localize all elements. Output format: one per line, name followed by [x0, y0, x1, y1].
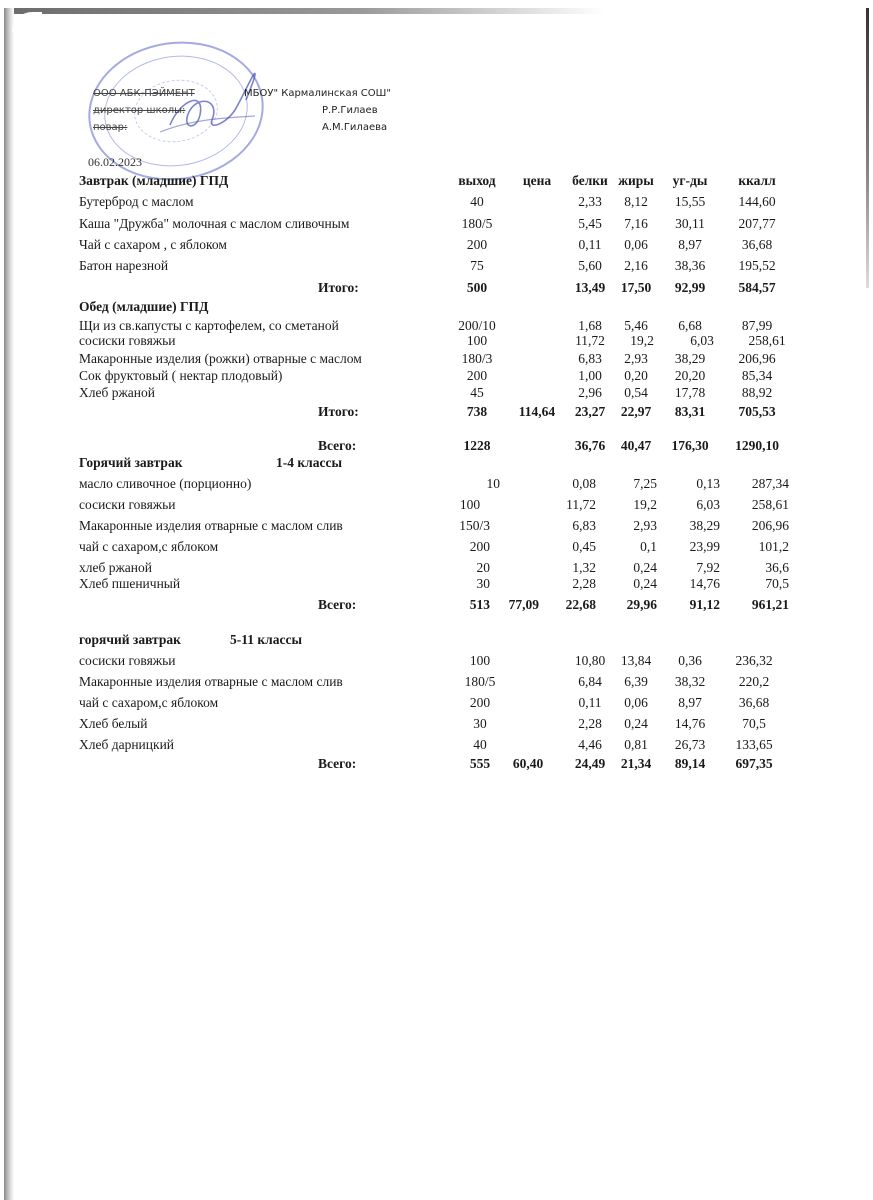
cell-ugdy: 176,30 — [671, 438, 709, 453]
dish-name: сосиски говяжьи — [79, 333, 176, 348]
cell-belki: 0,45 — [572, 539, 596, 554]
cell-vyhod: 75 — [470, 258, 484, 273]
cell-zhiry: 22,97 — [620, 404, 652, 419]
cell-vyhod: 20 — [476, 560, 490, 575]
dish-name: Хлеб белый — [79, 716, 148, 731]
dish-name: Каша "Дружба" молочная с маслом сливочным — [79, 216, 350, 231]
table-row — [0, 694, 873, 712]
cell-belki: 6,83 — [572, 518, 596, 533]
section-header-row — [0, 631, 873, 649]
cell-zhiry: 7,25 — [633, 476, 657, 491]
cell-ugdy: 17,78 — [674, 385, 706, 400]
cell-zhiry: 19,2 — [630, 333, 654, 348]
total-label: Итого: — [318, 280, 359, 295]
cell-ugdy: 15,55 — [674, 194, 706, 209]
table-row — [0, 332, 873, 350]
cell-belki: 6,84 — [578, 674, 602, 689]
cell-zhiry: 8,12 — [624, 194, 648, 209]
cell-ugdy: 38,29 — [689, 518, 720, 533]
table-row — [0, 236, 873, 254]
col-header-ugdy: уг-ды — [672, 173, 708, 188]
cell-belki: 2,96 — [578, 385, 602, 400]
cell-vyhod: 30 — [473, 716, 487, 731]
cell-zhiry: 19,2 — [633, 497, 657, 512]
dish-name: сосиски говяжьи — [79, 497, 176, 512]
section-title: Завтрак (младшие) ГПД — [79, 173, 229, 188]
total-row — [0, 755, 873, 773]
director-name: Р.Р.Гилаев — [322, 105, 378, 116]
section-title: Горячий завтрак — [79, 455, 183, 470]
dish-name: Сок фруктовый ( нектар плодовый) — [79, 368, 283, 383]
table-row — [0, 193, 873, 211]
total-row — [0, 596, 873, 614]
cell-kkal: 70,5 — [765, 576, 789, 591]
cell-zhiry: 13,84 — [620, 653, 652, 668]
cell-vyhod: 738 — [466, 404, 488, 419]
cell-kkal: 195,52 — [738, 258, 776, 273]
director-label: директор школы: — [93, 105, 186, 116]
cell-kkal: 133,65 — [735, 737, 773, 752]
total-row — [0, 279, 873, 297]
col-header-vyhod: выход — [458, 173, 496, 188]
cell-vyhod: 200 — [466, 237, 488, 252]
cell-belki: 11,72 — [566, 497, 596, 512]
table-row — [0, 673, 873, 691]
dish-name: Макаронные изделия отварные с маслом слив — [79, 674, 343, 689]
cell-vyhod: 45 — [470, 385, 484, 400]
section-title: горячий завтрак — [79, 632, 181, 647]
table-row — [0, 517, 873, 535]
table-row — [0, 652, 873, 670]
cell-kkal: 236,32 — [735, 653, 773, 668]
cell-kkal: 87,99 — [741, 318, 773, 333]
cell-zhiry: 0,24 — [633, 576, 657, 591]
cell-vyhod: 40 — [473, 737, 487, 752]
cell-belki: 1,68 — [578, 318, 602, 333]
cell-belki: 5,60 — [578, 258, 602, 273]
table-row — [0, 736, 873, 754]
cell-belki: 5,45 — [578, 216, 602, 231]
org-left: ООО АБК-ПЭЙМЕНТ — [93, 88, 195, 99]
section-header-row — [0, 172, 873, 190]
cell-cena: 114,64 — [518, 404, 556, 419]
cell-kkal: 36,68 — [741, 237, 773, 252]
cell-belki: 4,46 — [578, 737, 602, 752]
table-row — [0, 350, 873, 368]
cell-kkal: 36,6 — [765, 560, 789, 575]
table-row — [0, 575, 873, 593]
total-row — [0, 403, 873, 421]
cell-ugdy: 30,11 — [675, 216, 705, 231]
table-row — [0, 257, 873, 275]
cell-vyhod: 180/3 — [461, 351, 493, 366]
cell-ugdy: 14,76 — [689, 576, 720, 591]
cell-vyhod: 100 — [469, 653, 491, 668]
cell-belki: 23,27 — [574, 404, 606, 419]
cell-ugdy: 38,32 — [674, 674, 706, 689]
cell-kkal: 258,61 — [748, 333, 786, 348]
section-header-row — [0, 298, 873, 316]
dish-name: сосиски говяжьи — [79, 653, 176, 668]
total-label: Итого: — [318, 404, 359, 419]
col-header-kkal: ккалл — [738, 173, 776, 188]
dish-name: Бутерброд с маслом — [79, 194, 194, 209]
cell-zhiry: 6,39 — [624, 674, 648, 689]
table-row — [0, 496, 873, 514]
cell-kkal: 101,2 — [758, 539, 789, 554]
section-header-row — [0, 454, 873, 472]
table-row — [0, 367, 873, 385]
cell-ugdy: 26,73 — [674, 737, 706, 752]
cell-kkal: 220,2 — [738, 674, 770, 689]
cell-kkal: 584,57 — [738, 280, 776, 295]
col-header-zhiry: жиры — [618, 173, 654, 188]
cell-vyhod: 555 — [469, 756, 491, 771]
org-right: МБОУ" Кармалинская СОШ" — [244, 88, 391, 99]
cell-zhiry: 2,93 — [624, 351, 648, 366]
cell-kkal: 144,60 — [738, 194, 776, 209]
cell-kkal: 287,34 — [751, 476, 789, 491]
cell-zhiry: 0,06 — [624, 695, 648, 710]
cell-zhiry: 40,47 — [620, 438, 652, 453]
cell-zhiry: 5,46 — [624, 318, 648, 333]
cell-belki: 0,08 — [572, 476, 596, 491]
cook-name: А.М.Гилаева — [322, 122, 388, 133]
cell-belki: 0,11 — [578, 695, 602, 710]
cell-vyhod: 180/5 — [461, 216, 493, 231]
cell-kkal: 697,35 — [735, 756, 773, 771]
cell-kkal: 207,77 — [738, 216, 776, 231]
cell-vyhod: 10 — [486, 476, 500, 491]
cell-ugdy: 6,03 — [696, 497, 720, 512]
cell-vyhod: 200 — [469, 539, 490, 554]
cell-ugdy: 7,92 — [696, 560, 720, 575]
section-subtitle: 1-4 классы — [276, 455, 342, 470]
table-row — [0, 538, 873, 556]
cell-kkal: 961,21 — [751, 597, 789, 612]
cell-belki: 1,32 — [572, 560, 596, 575]
cell-vyhod: 200/10 — [458, 318, 496, 333]
total-label: Всего: — [318, 756, 357, 771]
dish-name: хлеб ржаной — [79, 560, 152, 575]
cell-vyhod: 1228 — [463, 438, 491, 453]
dish-name: чай с сахаром,с яблоком — [79, 695, 219, 710]
scan-corner — [12, 12, 42, 32]
section-subtitle: 5-11 классы — [230, 632, 303, 647]
cell-zhiry: 0,1 — [640, 539, 657, 554]
cell-kkal: 206,96 — [751, 518, 789, 533]
grand-total-row — [0, 437, 873, 455]
table-row — [0, 215, 873, 233]
cell-kkal: 36,68 — [738, 695, 770, 710]
dish-name: Хлеб пшеничный — [79, 576, 181, 591]
cell-ugdy: 6,68 — [678, 318, 702, 333]
cell-ugdy: 38,36 — [674, 258, 706, 273]
total-label: Всего: — [318, 597, 357, 612]
dish-name: масло сливочное (порционно) — [79, 476, 252, 491]
cell-zhiry: 29,96 — [626, 597, 657, 612]
cell-ugdy: 8,97 — [678, 237, 702, 252]
cell-zhiry: 0,54 — [624, 385, 648, 400]
table-row — [0, 715, 873, 733]
cell-ugdy: 23,99 — [689, 539, 720, 554]
col-header-belki: белки — [572, 173, 608, 188]
cell-belki: 2,28 — [572, 576, 596, 591]
dish-name: Макаронные изделия (рожки) отварные с маслом — [79, 351, 362, 366]
cell-belki: 22,68 — [565, 597, 596, 612]
cell-cena: 77,09 — [508, 597, 539, 612]
cell-ugdy: 92,99 — [674, 280, 706, 295]
cell-belki: 11,72 — [575, 333, 605, 348]
cell-kkal: 88,92 — [741, 385, 773, 400]
section-title: Обед (младшие) ГПД — [79, 299, 209, 314]
cell-zhiry: 17,50 — [620, 280, 652, 295]
cell-zhiry: 0,24 — [633, 560, 657, 575]
cell-zhiry: 2,93 — [633, 518, 657, 533]
col-header-cena: цена — [522, 173, 552, 188]
table-row — [0, 384, 873, 402]
cell-kkal: 258,61 — [751, 497, 789, 512]
cell-zhiry: 0,24 — [624, 716, 648, 731]
cell-zhiry: 2,16 — [624, 258, 648, 273]
cell-vyhod: 40 — [470, 194, 484, 209]
cell-ugdy: 91,12 — [689, 597, 720, 612]
cell-belki: 10,80 — [574, 653, 606, 668]
dish-name: Щи из св.капусты с картофелем, со сметаной — [79, 318, 339, 333]
grand-total-label: Всего: — [318, 438, 357, 453]
cell-belki: 36,76 — [574, 438, 606, 453]
cell-belki: 0,11 — [578, 237, 602, 252]
cell-kkal: 70,5 — [742, 716, 766, 731]
dish-name: Хлеб ржаной — [79, 385, 155, 400]
cell-kkal: 1290,10 — [735, 438, 779, 453]
dish-name: чай с сахаром,с яблоком — [79, 539, 219, 554]
cook-label: повар: — [93, 122, 128, 133]
cell-zhiry: 0,20 — [624, 368, 648, 383]
cell-ugdy: 38,29 — [674, 351, 706, 366]
cell-ugdy: 0,36 — [678, 653, 702, 668]
cell-vyhod: 513 — [469, 597, 490, 612]
table-row — [0, 475, 873, 493]
cell-belki: 6,83 — [578, 351, 602, 366]
cell-vyhod: 200 — [466, 368, 488, 383]
cell-belki: 2,28 — [578, 716, 602, 731]
cell-belki: 24,49 — [574, 756, 606, 771]
cell-vyhod: 200 — [469, 695, 491, 710]
cell-ugdy: 89,14 — [674, 756, 706, 771]
cell-ugdy: 8,97 — [678, 695, 702, 710]
menu-date: 06.02.2023 — [88, 155, 142, 169]
cell-ugdy: 20,20 — [674, 368, 706, 383]
cell-vyhod: 100 — [459, 497, 481, 512]
cell-vyhod: 30 — [476, 576, 490, 591]
cell-ugdy: 14,76 — [674, 716, 706, 731]
dish-name: Хлеб дарницкий — [79, 737, 175, 752]
dish-name: Батон нарезной — [79, 258, 169, 273]
cell-zhiry: 0,81 — [624, 737, 648, 752]
cell-belki: 13,49 — [574, 280, 606, 295]
cell-vyhod: 100 — [466, 333, 488, 348]
cell-belki: 2,33 — [578, 194, 602, 209]
cell-ugdy: 83,31 — [674, 404, 706, 419]
cell-cena: 60,40 — [512, 756, 544, 771]
scan-border-top — [4, 8, 604, 14]
cell-vyhod: 180/5 — [464, 674, 496, 689]
cell-vyhod: 500 — [466, 280, 488, 295]
cell-ugdy: 6,03 — [690, 333, 714, 348]
cell-ugdy: 0,13 — [696, 476, 720, 491]
cell-kkal: 705,53 — [738, 404, 776, 419]
cell-zhiry: 7,16 — [624, 216, 648, 231]
cell-vyhod: 150/3 — [459, 518, 490, 533]
cell-zhiry: 21,34 — [620, 756, 652, 771]
dish-name: Чай с сахаром , с яблоком — [79, 237, 227, 252]
cell-kkal: 206,96 — [738, 351, 776, 366]
cell-kkal: 85,34 — [741, 368, 773, 383]
dish-name: Макаронные изделия отварные с маслом слив — [79, 518, 343, 533]
cell-belki: 1,00 — [578, 368, 602, 383]
cell-zhiry: 0,06 — [624, 237, 648, 252]
